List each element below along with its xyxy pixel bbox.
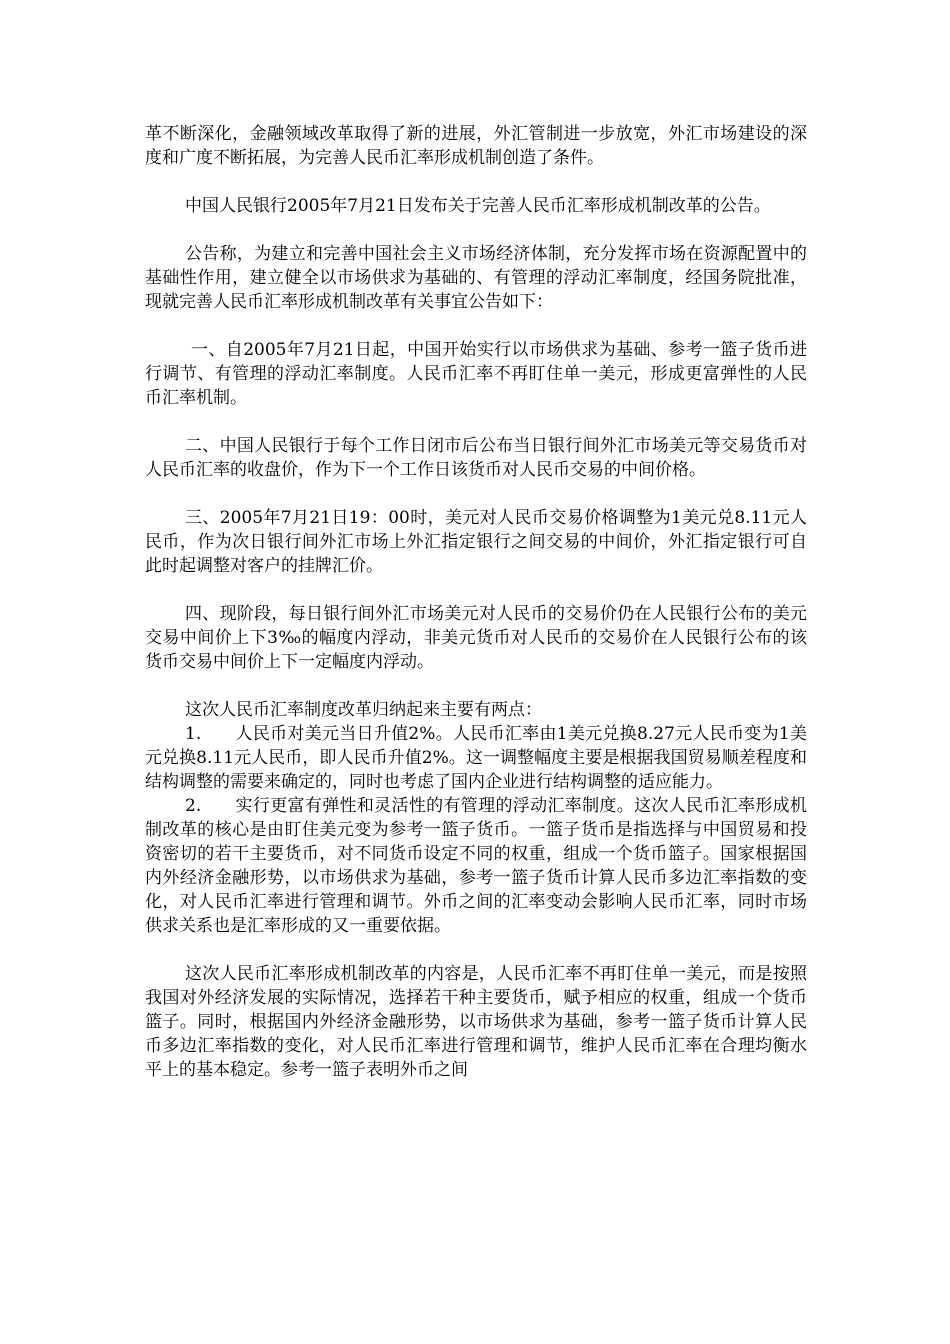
list-item	[145, 722, 807, 794]
paragraph-announcement-intro: 中国人民银行2005年7月21日发布关于完善人民币汇率形成机制改革的公告。	[185, 196, 771, 216]
paragraph-summary-lead: 这次人民币汇率制度改革归纳起来主要有两点：	[185, 700, 542, 720]
list-item-text: 人民币对美元当日升值2%。人民币汇率由1美元兑换8.27元人民币变为1美元兑换8.11元人民币，即人民币升值2%。这一调整幅度主要是根据我国贸易顺差程度和结构调整的需要来确定的，同时也考虑了国内企业进行结构调整的适应能力。	[145, 724, 807, 792]
paragraph-continuation: 革不断深化，金融领域改革取得了新的进展，外汇管制进一步放宽，外汇市场建设的深度和广度不断拓展，为完善人民币汇率形成机制创造了条件。	[145, 124, 807, 168]
paragraph-item-two: 二、中国人民银行于每个工作日闭市后公布当日银行间外汇市场美元等交易货币对人民币汇率的收盘价，作为下一个工作日该货币对人民币交易的中间价格。	[145, 436, 807, 480]
list-item	[145, 794, 807, 938]
list-item-number: 1.	[185, 724, 202, 744]
paragraph-closing: 这次人民币汇率形成机制改革的内容是，人民币汇率不再盯住单一美元，而是按照我国对外经济发展的实际情况，选择若干种主要货币，赋予相应的权重，组成一个货币篮子。同时，根据国内外经济金融形势，以市场供求为基础，参考一篮子货币计算人民币多边汇率指数的变化，对人民币汇率进行管理和调节，维护人民币汇率在合理均衡水平上的基本稳定。参考一篮子表明外币之间	[145, 964, 807, 1080]
paragraph-item-one: 一、自2005年7月21日起，中国开始实行以市场供求为基础、参考一篮子货币进行调节、有管理的浮动汇率制度。人民币汇率不再盯住单一美元，形成更富弹性的人民币汇率机制。	[145, 340, 807, 408]
list-item-number: 2.	[185, 796, 202, 816]
list-item-text: 实行更富有弹性和灵活性的有管理的浮动汇率制度。这次人民币汇率形成机制改革的核心是由盯住美元变为参考一篮子货币。一篮子货币是指选择与中国贸易和投资密切的若干主要货币，对不同货币设定不同的权重，组成一个货币篮子。国家根据国内外经济金融形势，以市场供求为基础，参考一篮子货币计算人民币多边汇率指数的变化，对人民币汇率进行管理和调节。外币之间的汇率变动会影响人民币汇率，同时市场供求关系也是汇率形成的又一重要依据。	[145, 796, 807, 936]
paragraph-item-three: 三、2005年7月21日19：00时，美元对人民币交易价格调整为1美元兑8.11元人民币，作为次日银行间外汇市场上外汇指定银行之间交易的中间价，外汇指定银行可自此时起调整对客户的挂牌汇价。	[145, 508, 807, 576]
document-body	[145, 122, 807, 1082]
paragraph-announcement-statement: 公告称，为建立和完善中国社会主义市场经济体制，充分发挥市场在资源配置中的基础性作用，建立健全以市场供求为基础的、有管理的浮动汇率制度，经国务院批准，现就完善人民币汇率形成机制改革有关事宜公告如下：	[145, 244, 807, 312]
paragraph-item-four: 四、现阶段，每日银行间外汇市场美元对人民币的交易价仍在人民银行公布的美元交易中间价上下3‰的幅度内浮动，非美元货币对人民币的交易价在人民银行公布的该货币交易中间价上下一定幅度内浮动。	[145, 604, 807, 672]
